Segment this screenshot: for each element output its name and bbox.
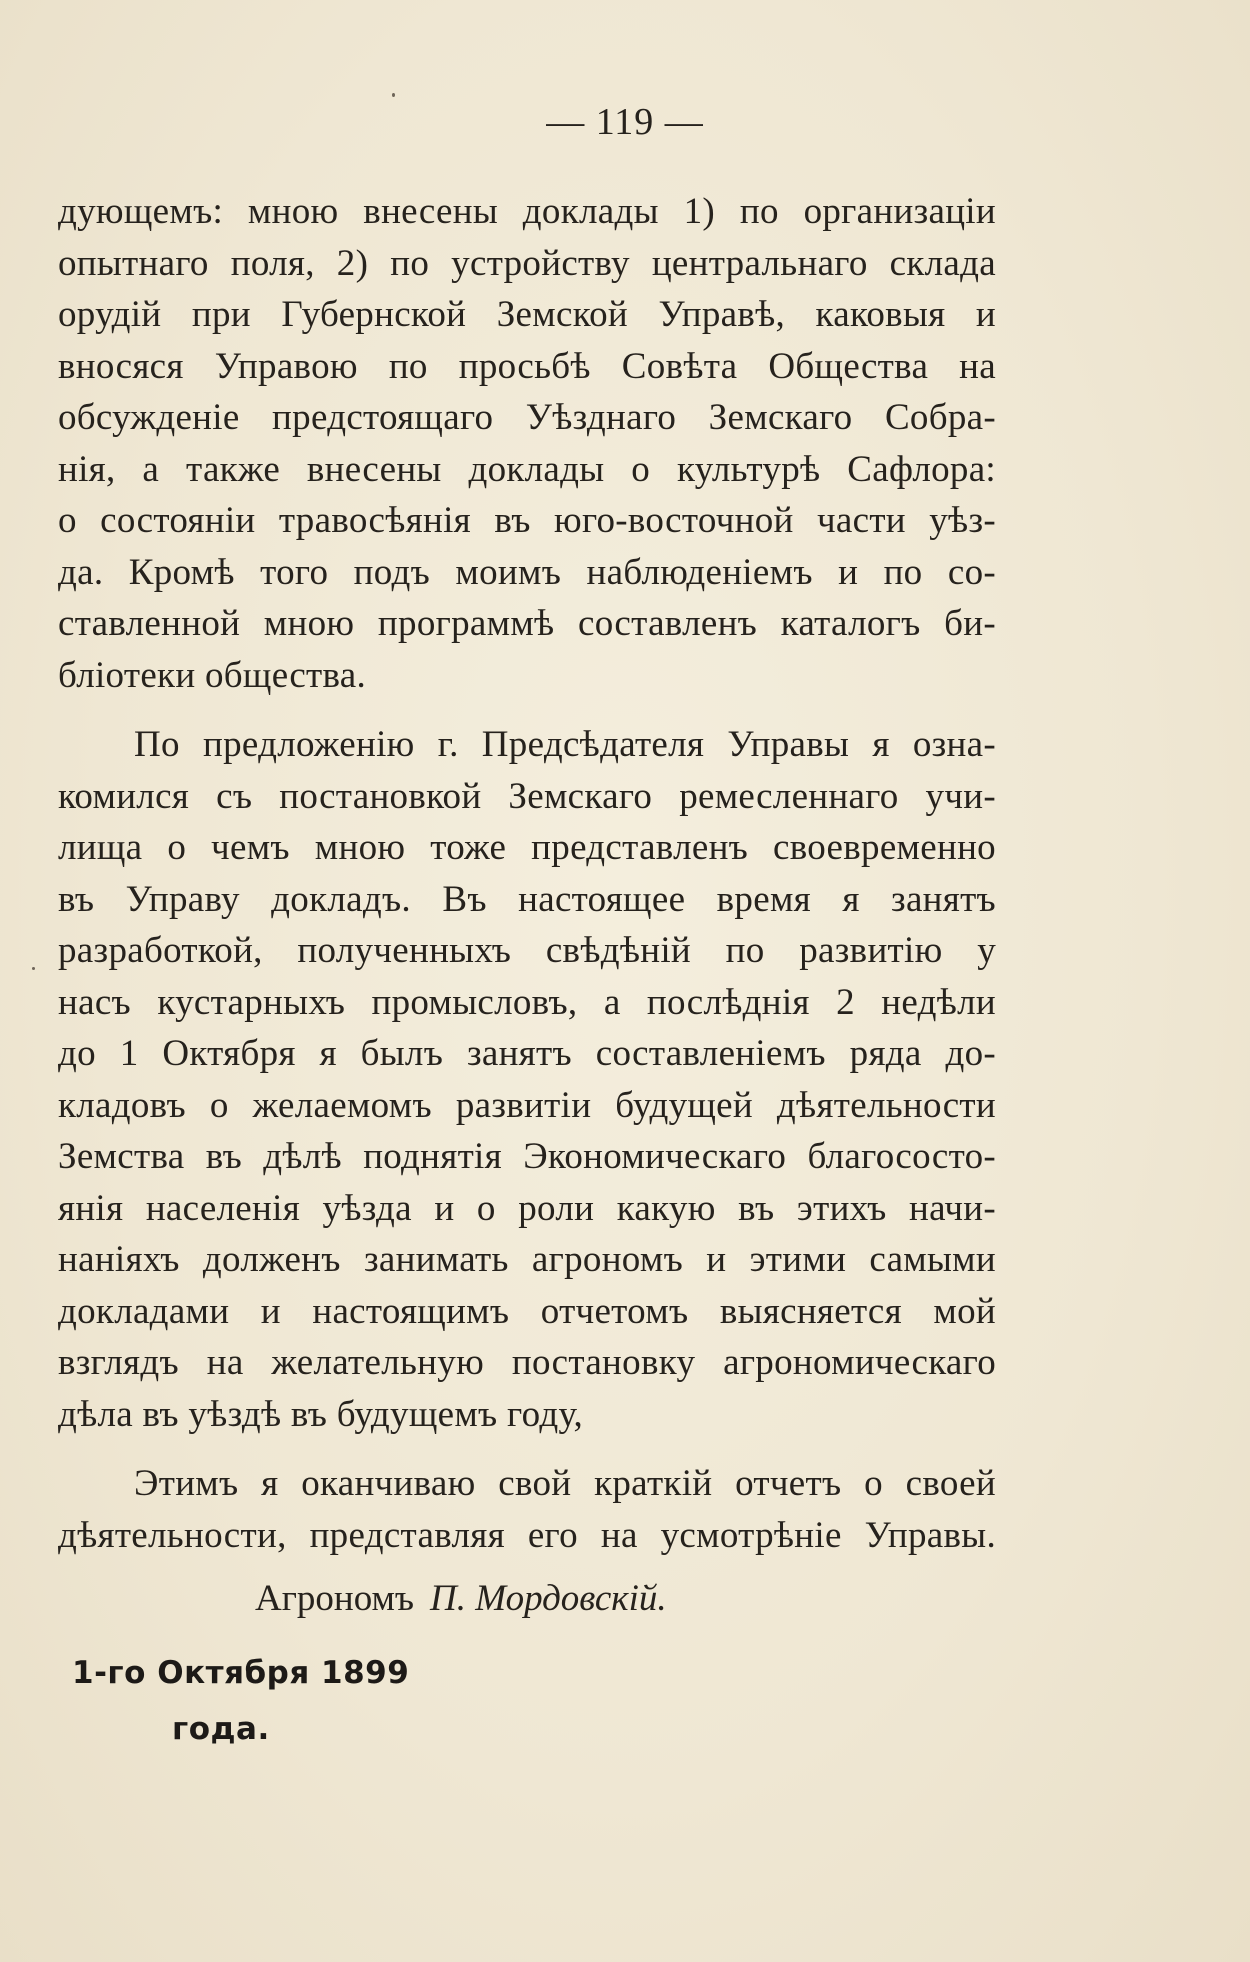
text-line: въ Управу докладъ. Въ настоящее время я занятъ	[58, 878, 996, 920]
text-line: дующемъ: мною внесены доклады 1) по организаціи	[58, 191, 996, 232]
date-stamp	[72, 1645, 409, 1757]
paragraph-1	[58, 186, 996, 701]
text-line: до 1 Октября я былъ занятъ составленіемъ ряда до-	[58, 1033, 996, 1074]
paragraph-gap	[58, 701, 996, 719]
text-line: наніяхъ долженъ занимать агрономъ и этими самыми	[58, 1239, 996, 1280]
text-line: Земства въ дѣлѣ поднятія Экономическаго благососто-	[58, 1136, 996, 1177]
text-line: дѣятельности, представляя его на усмотрѣніе Управы.	[58, 1514, 996, 1556]
text-line: насъ кустарныхъ промысловъ, а послѣднія 2 недѣли	[58, 981, 996, 1023]
text-line: докладами и настоящимъ отчетомъ выясняется мой	[58, 1290, 996, 1332]
text-line: дѣла въ уѣздѣ въ будущемъ году,	[58, 1393, 584, 1435]
text-line: опытнаго поля, 2) по устройству центральнаго склада	[58, 242, 996, 284]
text-line: вносяся Управою по просьбѣ Совѣта Общества на	[58, 345, 996, 387]
signature-title: Агрономъ	[255, 1578, 415, 1619]
text-line: о состояніи травосѣянія въ юго-восточной части уѣз-	[58, 500, 996, 541]
text-line: кладовъ о желаемомъ развитіи будущей дѣятельности	[58, 1084, 996, 1126]
date-stamp-line: года.	[172, 1711, 270, 1747]
text-line: ставленной мною программѣ составленъ каталогъ би-	[58, 603, 996, 644]
text-line: обсужденіе предстоящаго Уѣзднаго Земскаго Собра-	[58, 397, 996, 438]
text-line: лища о чемъ мною тоже представленъ своевременно	[58, 827, 996, 868]
text-line: янія населенія уѣзда и о роли какую въ этихъ начи-	[58, 1187, 996, 1229]
paper-speck	[32, 967, 35, 970]
signature	[255, 1577, 667, 1620]
text-line: Этимъ я оканчиваю свой краткій отчетъ о своей	[134, 1463, 996, 1504]
text-line: да. Кромѣ того подъ моимъ наблюденіемъ и по со-	[58, 551, 996, 593]
paragraph-gap	[58, 1440, 996, 1458]
paragraph-2	[58, 719, 996, 1440]
signature-name: П. Мордовскій.	[430, 1578, 667, 1619]
text-line: нія, а также внесены доклады о культурѣ Сафлора:	[58, 448, 996, 490]
text-line: По предложенію г. Предсѣдателя Управы я озна-	[134, 724, 996, 765]
text-line: взглядъ на желательную постановку агрономическаго	[58, 1342, 996, 1383]
text-line: орудій при Губернской Земской Управѣ, каковыя и	[58, 294, 996, 335]
text-line: бліотеки общества.	[58, 654, 367, 696]
text-line: разработкой, полученныхъ свѣдѣній по развитію у	[58, 930, 996, 971]
paper-speck	[392, 93, 395, 97]
page-number: — 119 —	[546, 101, 704, 143]
paragraph-3	[58, 1458, 996, 1561]
body-text	[58, 186, 996, 1561]
text-line: комился съ постановкой Земскаго ремесленнаго учи-	[58, 775, 996, 817]
date-stamp-line: 1-го Октября 1899	[72, 1655, 410, 1691]
